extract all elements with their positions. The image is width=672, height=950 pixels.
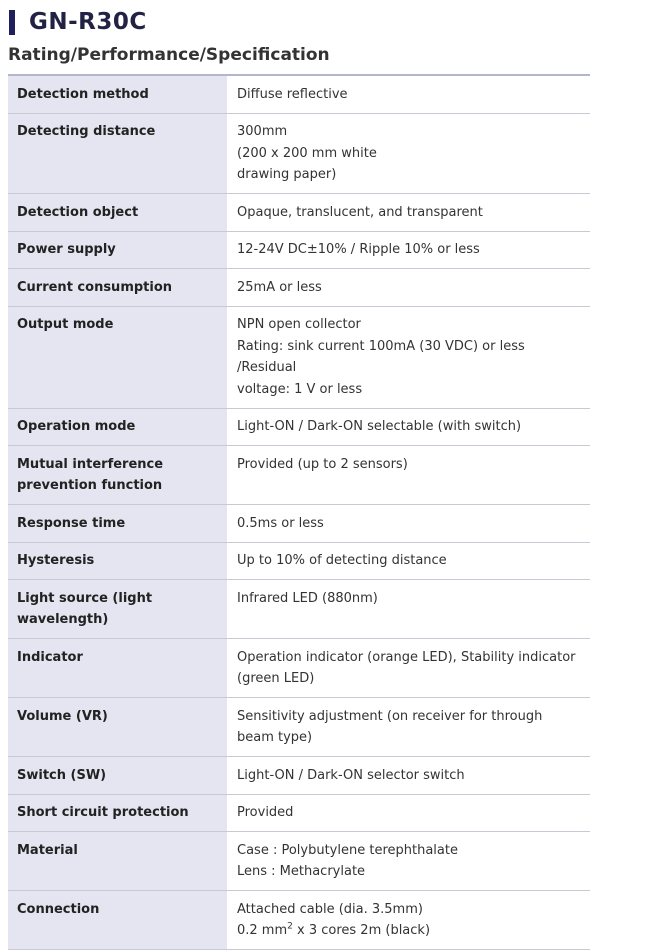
spec-value <box>227 757 590 795</box>
spec-row <box>8 794 590 832</box>
spec-row <box>8 580 590 639</box>
spec-table <box>8 74 590 950</box>
spec-row <box>8 542 590 580</box>
spec-label: Connection <box>8 891 227 950</box>
spec-value <box>227 639 590 698</box>
spec-label: Indicator <box>8 639 227 698</box>
spec-row <box>8 231 590 269</box>
spec-value-line: Sensitivity adjustment (on receiver for through beam type) <box>237 708 543 745</box>
spec-label: Response time <box>8 505 227 543</box>
cable-spec-suffix: x 3 cores 2m (black) <box>292 923 431 938</box>
spec-value-line: Diffuse reflective <box>237 86 348 102</box>
spec-value-line: 0.5ms or less <box>237 515 324 531</box>
spec-value-line: 12-24V DC±10% / Ripple 10% or less <box>237 242 480 257</box>
spec-value-line: Light-ON / Dark-ON selectable (with switch) <box>237 419 522 434</box>
spec-value-line: Attached cable (dia. 3.5mm) <box>237 901 423 917</box>
spec-label: Volume (VR) <box>8 698 227 757</box>
spec-table-body <box>8 75 590 950</box>
spec-value-line: 300mm <box>237 124 288 139</box>
spec-value-line: Rating: sink current 100mA (30 VDC) or less /Residual <box>237 338 525 375</box>
spec-label: Hysteresis <box>8 542 227 580</box>
squared-superscript: 2 <box>287 921 293 932</box>
spec-row <box>8 757 590 795</box>
spec-label: Detection method <box>8 75 227 113</box>
spec-value <box>227 580 590 639</box>
spec-value <box>227 505 590 543</box>
product-title <box>9 10 147 35</box>
spec-label: Material <box>8 832 227 891</box>
spec-value-line: Light-ON / Dark-ON selector switch <box>237 767 465 783</box>
spec-value <box>227 269 590 307</box>
spec-value <box>227 75 590 113</box>
spec-row <box>8 306 590 408</box>
spec-value-line: Operation indicator (orange LED), Stability indicator (green LED) <box>237 649 576 686</box>
spec-value-line: NPN open collector <box>237 317 361 332</box>
spec-label: Output mode <box>8 306 227 408</box>
spec-row <box>8 832 590 891</box>
spec-label: Short circuit protection <box>8 794 227 832</box>
cable-spec-prefix: 0.2 mm <box>237 923 288 938</box>
spec-row <box>8 698 590 757</box>
spec-value-line: (200 x 200 mm white <box>237 145 377 161</box>
spec-value-line: voltage: 1 V or less <box>237 381 363 397</box>
spec-value <box>227 891 590 950</box>
spec-value <box>227 194 590 232</box>
spec-value-line: Up to 10% of detecting distance <box>237 553 447 568</box>
spec-label: Mutual interference prevention function <box>8 446 227 505</box>
spec-value-line: Infrared LED (880nm) <box>237 590 378 606</box>
spec-value <box>227 306 590 408</box>
spec-value-line: Case : Polybutylene terephthalate <box>237 842 458 858</box>
spec-value-line: Provided <box>237 805 294 820</box>
spec-value-line: Lens : Methacrylate <box>237 864 366 879</box>
spec-value <box>227 698 590 757</box>
spec-label: Operation mode <box>8 408 227 446</box>
spec-label: Detecting distance <box>8 113 227 194</box>
spec-label: Light source (light wavelength) <box>8 580 227 639</box>
spec-row <box>8 113 590 194</box>
spec-value-line: Opaque, translucent, and transparent <box>237 204 483 220</box>
spec-label: Switch (SW) <box>8 757 227 795</box>
spec-row <box>8 891 590 950</box>
spec-value <box>227 832 590 891</box>
spec-value <box>227 794 590 832</box>
spec-value <box>227 542 590 580</box>
page-title: GN-R30C <box>29 9 147 35</box>
section-heading: Rating/Performance/Specification <box>8 45 330 65</box>
spec-row <box>8 194 590 232</box>
spec-value <box>227 408 590 446</box>
spec-value <box>227 231 590 269</box>
spec-row <box>8 446 590 505</box>
spec-row <box>8 505 590 543</box>
title-accent-bar <box>9 10 15 35</box>
spec-row <box>8 408 590 446</box>
spec-row <box>8 75 590 113</box>
spec-row <box>8 639 590 698</box>
spec-value-line: 25mA or less <box>237 279 322 295</box>
spec-label: Current consumption <box>8 269 227 307</box>
spec-value <box>227 113 590 194</box>
spec-label: Power supply <box>8 231 227 269</box>
spec-value <box>227 446 590 505</box>
spec-value-line <box>237 920 582 942</box>
spec-value-line: drawing paper) <box>237 167 337 182</box>
spec-value-line: Provided (up to 2 sensors) <box>237 456 408 472</box>
spec-label: Detection object <box>8 194 227 232</box>
spec-row <box>8 269 590 307</box>
